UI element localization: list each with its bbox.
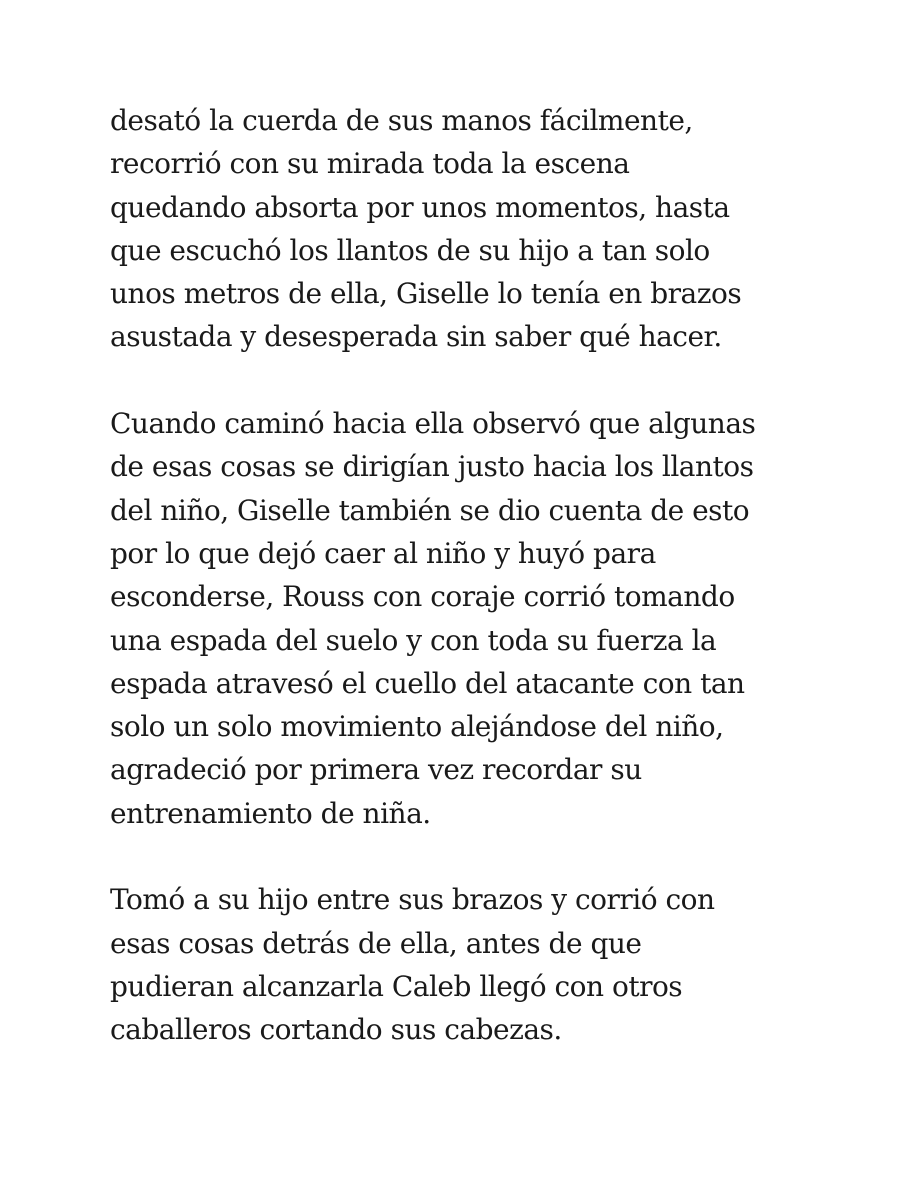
text-line: esas cosas detrás de ella, antes de que [110, 926, 642, 960]
text-line: del niño, Giselle también se dio cuenta de esto [110, 493, 750, 527]
text-line: Cuando caminó hacia ella observó que algunas [110, 407, 756, 441]
text-line: espada atravesó el cuello del atacante con tan [110, 666, 745, 700]
text-line: entrenamiento de niña. [110, 796, 431, 830]
story-text [110, 99, 810, 1095]
paragraph-1 [110, 99, 810, 359]
paragraph-2 [110, 402, 810, 835]
text-line: que escuchó los llantos de su hijo a tan solo [110, 233, 710, 267]
text-line: asustada y desesperada sin saber qué hacer. [110, 320, 722, 354]
text-line: Tomó a su hijo entre sus brazos y corrió con [110, 883, 715, 917]
text-line: caballeros cortando sus cabezas. [110, 1013, 562, 1047]
text-line: solo un solo movimiento alejándose del niño, [110, 710, 724, 744]
text-line: de esas cosas se dirigían justo hacia los llantos [110, 450, 754, 484]
text-line: pudieran alcanzarla Caleb llegó con otros [110, 969, 683, 1003]
text-line: por lo que dejó caer al niño y huyó para [110, 536, 656, 570]
text-line: agradeció por primera vez recordar su [110, 753, 642, 787]
paragraph-3 [110, 878, 810, 1051]
text-line: desató la cuerda de sus manos fácilmente, [110, 104, 693, 137]
text-line: una espada del suelo y con toda su fuerza la [110, 623, 717, 657]
text-line: quedando absorta por unos momentos, hasta [110, 190, 730, 224]
text-line: esconderse, Rouss con coraje corrió tomando [110, 580, 735, 614]
text-line: recorrió con su mirada toda la escena [110, 147, 630, 181]
text-line: unos metros de ella, Giselle lo tenía en brazos [110, 277, 742, 311]
